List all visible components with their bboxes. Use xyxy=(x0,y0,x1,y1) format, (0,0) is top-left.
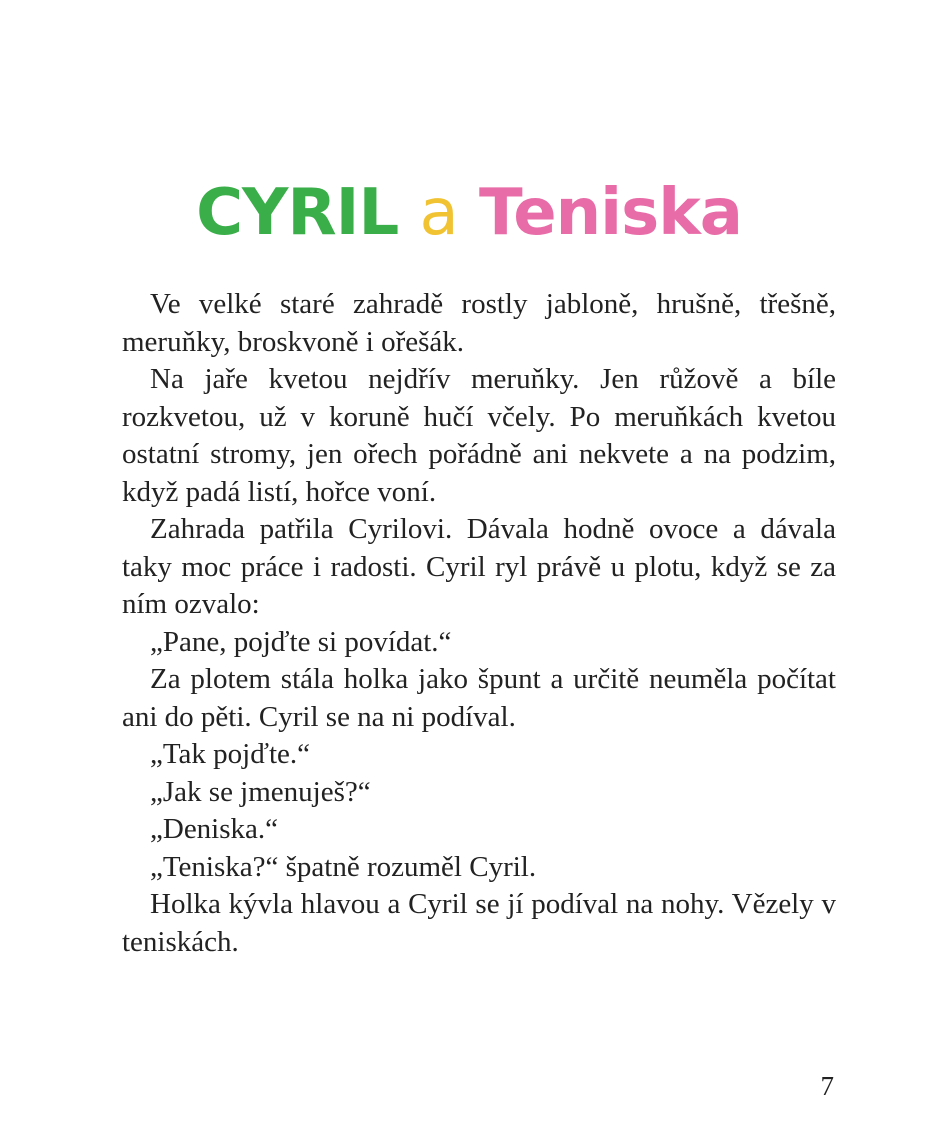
paragraph: Za plotem stála holka jako špunt a určitě neuměla počítat ani do pěti. Cyril se na ni podíval. xyxy=(122,663,836,733)
title-word-cyril: CYRIL xyxy=(196,175,399,250)
paragraph: „Pane, pojďte si povídat.“ xyxy=(150,625,452,658)
chapter-text xyxy=(122,286,836,961)
paragraph: Zahrada patřila Cyrilovi. Dávala hodně ovoce a dávala taky moc práce i radosti. Cyril ryl právě u plotu, když se za ním ozvalo: xyxy=(122,513,836,620)
paragraph: „Tak pojďte.“ xyxy=(150,738,311,770)
paragraph: Holka kývla hlavou a Cyril se jí podíval na nohy. Vězely v teniskách. xyxy=(122,888,836,958)
paragraph: „Jak se jmenuješ?“ xyxy=(150,775,371,808)
paragraph: Na jaře kvetou nejdřív meruňky. Jen růžově a bíle rozkvetou, už v koruně hučí včely. Po meruňkách kvetou ostatní stromy, jen ořech pořádně ani nekvete a na podzim, když padá listí, hořce voní. xyxy=(122,363,836,508)
title-word-teniska: Teniska xyxy=(479,175,742,250)
paragraph: „Deniska.“ xyxy=(150,813,279,845)
page-number: 7 xyxy=(820,1071,834,1101)
paragraph: „Teniska?“ špatně rozuměl Cyril. xyxy=(150,850,537,883)
title-word-a: a xyxy=(419,175,458,250)
chapter-title xyxy=(0,171,938,255)
paragraph: Ve velké staré zahradě rostly jabloně, hrušně, třešně, meruňky, broskvoně i ořešák. xyxy=(122,288,836,358)
